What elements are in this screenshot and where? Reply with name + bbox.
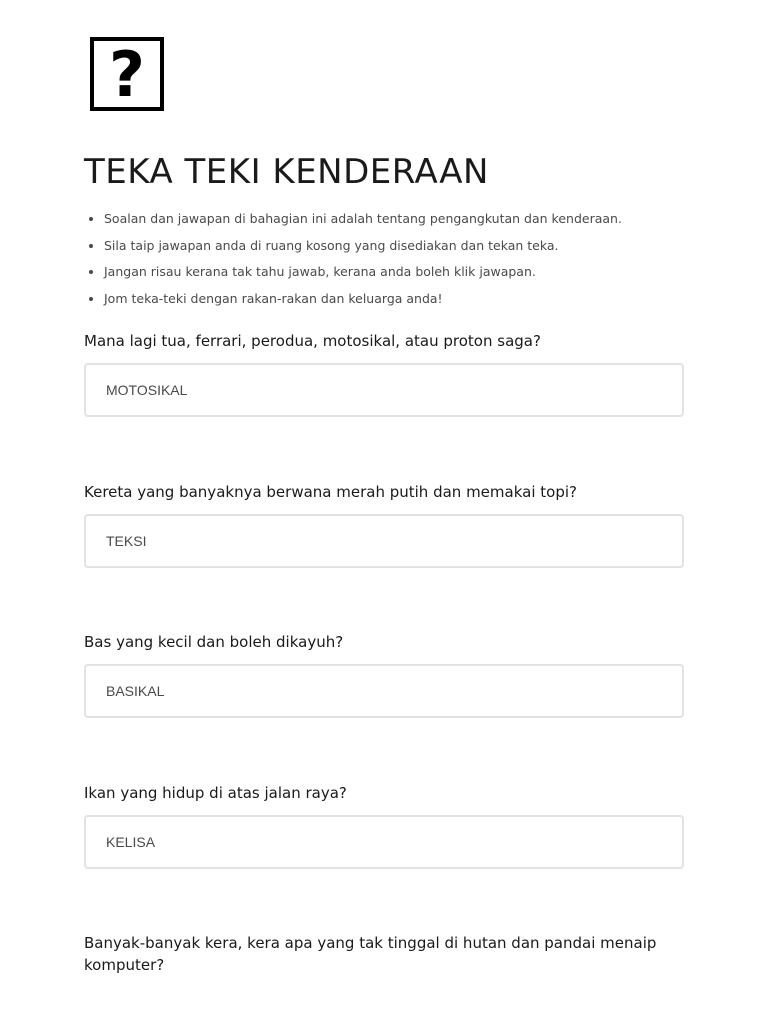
riddle-question-1: Mana lagi tua, ferrari, perodua, motosikal, atau proton saga? (84, 332, 541, 350)
riddle-question-3: Bas yang kecil dan boleh dikayuh? (84, 633, 344, 651)
instruction-item: • Jom teka-teki dengan rakan-rakan dan keluarga anda! (104, 288, 704, 315)
riddle-question-5: Banyak-banyak kera, kera apa yang tak tinggal di hutan dan pandai menaip komputer? (84, 934, 657, 974)
instruction-item: • Soalan dan jawapan di bahagian ini adalah tentang pengangkutan dan kenderaan. (104, 208, 704, 235)
logo-glyph: ? (109, 38, 145, 111)
answer-input-1[interactable] (84, 363, 684, 417)
instructions-list (84, 208, 704, 315)
answer-input-3[interactable] (84, 664, 684, 718)
answer-input-4[interactable] (84, 815, 684, 869)
answer-input-2[interactable] (84, 514, 684, 568)
question-mark-icon (90, 37, 164, 111)
riddle-question-2: Kereta yang banyaknya berwana merah putih dan memakai topi? (84, 483, 577, 501)
page-title: TEKA TEKI KENDERAAN (84, 152, 489, 192)
riddle-question-4: Ikan yang hidup di atas jalan raya? (84, 784, 347, 802)
instruction-item: • Sila taip jawapan anda di ruang kosong yang disediakan dan tekan teka. (104, 235, 704, 262)
instruction-item: • Jangan risau kerana tak tahu jawab, kerana anda boleh klik jawapan. (104, 261, 704, 288)
